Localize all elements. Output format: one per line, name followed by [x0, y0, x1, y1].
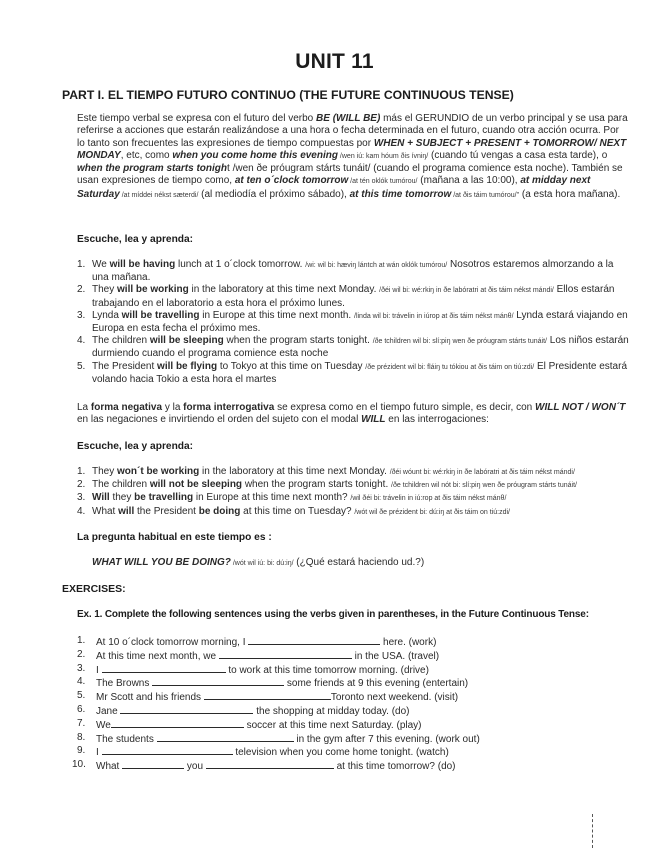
page-edge-divider: [592, 814, 593, 848]
exercise-item: 5. Mr Scott and his friends Toronto next weekend. (visit): [77, 690, 459, 704]
answer-blank[interactable]: [120, 704, 253, 714]
answer-blank[interactable]: [206, 759, 334, 769]
exercise-item: 7. We soccer at this time next Saturday. (play): [77, 717, 422, 731]
exercise-item: 8. The students in the gym after 7 this evening. (work out): [77, 731, 480, 745]
exercise-item: 4. The Browns some friends at 9 this evening (entertain): [77, 676, 469, 690]
list-item: 2. They will be working in the laboratory at this time next Monday. /ðéi wil bi: wé:rkiŋ in ðe labóratri at ðis táim nékst mándi/ Ellos estarán trabajando en el laboratorio a esta hora el próximo lunes.: [77, 284, 615, 309]
answer-blank[interactable]: [111, 718, 244, 728]
exercises-heading: EXERCISES:: [62, 583, 126, 595]
list-item: 1. They won´t be working in the laboratory at this time next Monday. /ðéi wóunt bi: wé:rkiŋ in ðe labóratri at ðis táim nékst mándi/: [77, 466, 575, 477]
exercise-item: 10. What you at this time tomorrow? (do): [72, 759, 456, 773]
habitual-question: WHAT WILL YOU BE DOING? /wót wil iú: bi: dú:iŋ/ (¿Qué estará haciendo ud.?): [92, 557, 425, 568]
list-item: 4. The children will be sleeping when the program starts tonight. /ðe tchildren wil bi: slí:piŋ wen ðe próugram stárts tunáit/ Los niños estarán durmiendo cuando el programa comience esta noche: [77, 335, 629, 360]
intro-paragraph: Este tiempo verbal se expresa con el futuro del verbo BE (WILL BE) más el GERUNDIO de un verbo principal y se usa para referirse a acciones que estarán realizándose a una hora o fecha determinada en el futuro, cuando otra acción ocurra. Por lo tanto son frecuentes las expresiones de tiempo compuestas por WHEN + SUBJECT + PRESENT + TOMORROW/ NEXT MONDAY, etc, como when you come home this evening /wen iú: kam hóum ðis ívniŋ/ (cuando tú vengas a casa esta tarde), o when the program starts tonight /wen ðe próugram stárts tunáit/ (cuando el programa comience esta noche). También se usan expresiones de tiempo como, at ten o´clock tomorrow /at tén oklók tumórou/ (mañana a las 10:00), at midday next Saturday /at míddei nékst sæterdi/ (al mediodía el próximo sábado), at this time tomorrow /at ðis táim tumórou/" (a esta hora mañana).: [77, 113, 628, 200]
exercise-item: 6. Jane the shopping at midday today. (do): [77, 703, 410, 717]
examples-list-affirmative: [77, 259, 629, 386]
exercise-item: 2. At this time next month, we in the USA. (travel): [77, 648, 440, 662]
negative-interrogative-paragraph: La forma negativa y la forma interrogativa se expresa como en el tiempo futuro simple, es decir, con WILL NOT / WON´T en las negaciones e invirtiendo el orden del sujeto con el modal WILL en las interrogaciones:: [77, 402, 626, 426]
answer-blank[interactable]: [219, 649, 352, 659]
unit-title: UNIT 11: [295, 50, 374, 73]
answer-blank[interactable]: [157, 732, 294, 742]
answer-blank[interactable]: [102, 745, 233, 755]
listen-heading-2: Escuche, lea y aprenda:: [77, 441, 194, 452]
answer-blank[interactable]: [204, 690, 331, 700]
list-item: 3. Lynda will be travelling in Europe at this time next month. /linda wil bi: trávelin in iúrop at ðis táim nékst mánθ/ Lynda estará viajando en Europa en esta fecha el próximo mes.: [77, 309, 628, 335]
answer-blank[interactable]: [122, 759, 184, 769]
exercise-1-heading: Ex. 1. Complete the following sentences using the verbs given in parentheses, in the Future Continuous Tense:: [77, 609, 589, 620]
exercise-item: 3. I to work at this time tomorrow morning. (drive): [77, 662, 429, 676]
list-item: 2. The children will not be sleeping when the program starts tonight. /ðe tchildren wil nót bi: slí:piŋ wen ðe próugram stárts tunáit/: [77, 479, 577, 491]
list-item: 3. Will they be travelling in Europe at this time next month? /wil ðéi bi: trávelin in iú:rop at ðis táim nékst mánθ/: [77, 492, 507, 504]
answer-blank[interactable]: [102, 663, 226, 673]
answer-blank[interactable]: [152, 676, 284, 686]
part-title: PART I. EL TIEMPO FUTURO CONTINUO (THE FUTURE CONTINUOUS TENSE): [62, 88, 514, 102]
exercise-1-list: [72, 635, 629, 773]
list-item: 4. What will the President be doing at this time on Tuesday? /wót wil ðe prézident bi: dú:iŋ at ðis táim on tiú:zdi/: [77, 505, 510, 517]
list-item: 5. The President will be flying to Tokyo at this time on Tuesday /ðe prézident wil bi: fláiŋ tu tókiou at ðis táim on tiú:zdi/ El Presidente estará volando hacia Tokio a esta hora el martes: [77, 360, 627, 385]
examples-list-negative: [77, 466, 629, 519]
list-item: 1. We will be having lunch at 1 o´clock tomorrow. /wi: wil bi: hæviŋ lántch at wán oklók tumórou/ Nosotros estaremos almorzando a la una mañana.: [77, 259, 614, 284]
answer-blank[interactable]: [248, 635, 380, 645]
exercise-item: 1. At 10 o´clock tomorrow morning, I here. (work): [77, 635, 437, 648]
listen-heading-1: Escuche, lea y aprenda:: [77, 234, 194, 245]
habitual-question-heading: La pregunta habitual en este tiempo es :: [77, 532, 272, 543]
exercise-item: 9. I television when you come home tonight. (watch): [77, 745, 449, 759]
